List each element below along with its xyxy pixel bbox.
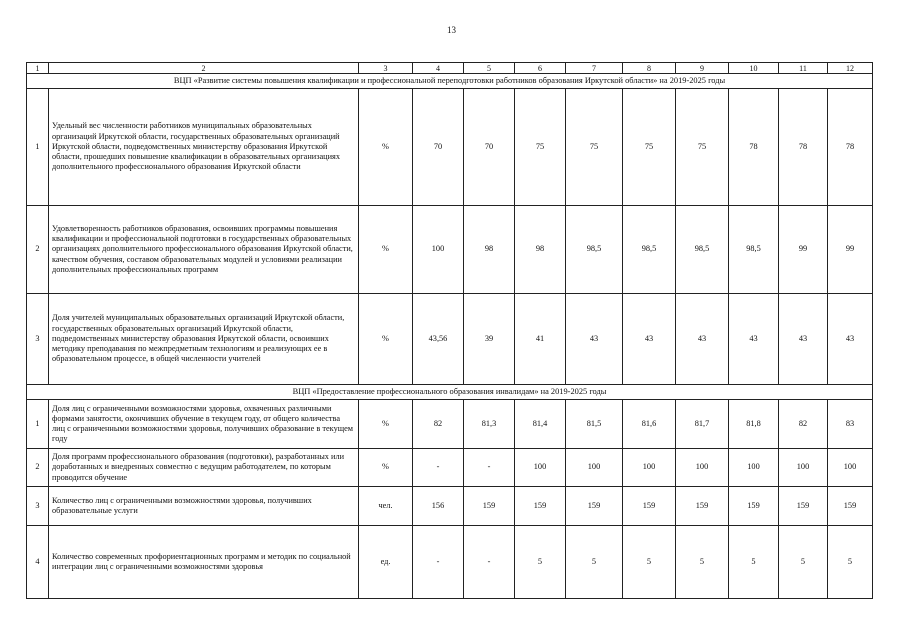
value-cell: 5 bbox=[779, 526, 828, 599]
value-cell: 159 bbox=[515, 487, 566, 526]
value-cell: 98,5 bbox=[623, 206, 676, 294]
row-number: 4 bbox=[27, 526, 49, 599]
value-cell: 159 bbox=[729, 487, 779, 526]
value-cell: 100 bbox=[515, 449, 566, 487]
value-cell: 159 bbox=[676, 487, 729, 526]
value-cell: 5 bbox=[623, 526, 676, 599]
value-cell: 75 bbox=[515, 89, 566, 206]
value-cell: 43 bbox=[729, 294, 779, 385]
value-cell: 78 bbox=[779, 89, 828, 206]
indicator-name: Доля программ профессионального образования (подготовки), разработанных или доработанных и внедренных совместно с ведущим работодателем, по которым проводится обучение bbox=[49, 449, 359, 487]
value-cell: 99 bbox=[779, 206, 828, 294]
column-number: 7 bbox=[566, 63, 623, 74]
indicator-name: Доля лиц с ограниченными возможностями здоровья, охваченных различными формами занятости, окончивших обучение в текущем году, от общего количества лиц с ограниченными возможностями здоровья, получивших образование в текущем году bbox=[49, 400, 359, 449]
column-number: 5 bbox=[464, 63, 515, 74]
unit: % bbox=[359, 449, 413, 487]
value-cell: 70 bbox=[413, 89, 464, 206]
section-title-row bbox=[27, 74, 873, 89]
value-cell: 5 bbox=[729, 526, 779, 599]
unit: чел. bbox=[359, 487, 413, 526]
column-number: 6 bbox=[515, 63, 566, 74]
value-cell: 159 bbox=[566, 487, 623, 526]
value-cell: 81,5 bbox=[566, 400, 623, 449]
section-title-row bbox=[27, 385, 873, 400]
value-cell: 5 bbox=[566, 526, 623, 599]
column-number: 9 bbox=[676, 63, 729, 74]
unit: ед. bbox=[359, 526, 413, 599]
indicator-name: Количество современных профориентационных программ и методик по социальной интеграции лиц с ограниченными возможностями здоровья bbox=[49, 526, 359, 599]
column-number: 11 bbox=[779, 63, 828, 74]
value-cell: 159 bbox=[464, 487, 515, 526]
value-cell: 43 bbox=[566, 294, 623, 385]
value-cell: 5 bbox=[828, 526, 873, 599]
value-cell: 100 bbox=[413, 206, 464, 294]
column-number: 12 bbox=[828, 63, 873, 74]
value-cell: 41 bbox=[515, 294, 566, 385]
value-cell: 100 bbox=[828, 449, 873, 487]
table-row bbox=[27, 89, 873, 206]
table-row bbox=[27, 400, 873, 449]
value-cell: 83 bbox=[828, 400, 873, 449]
indicator-name: Доля учителей муниципальных образовательных организаций Иркутской области, государственных образовательных организаций Иркутской области, подведомственных министерству образования Иркутской области, освоивших методику преподавания по межпредметным технологиям и реализующих ее в образовательном процессе, в общей численности учителей bbox=[49, 294, 359, 385]
value-cell: 75 bbox=[623, 89, 676, 206]
value-cell: 5 bbox=[515, 526, 566, 599]
value-cell: 82 bbox=[413, 400, 464, 449]
value-cell: - bbox=[413, 449, 464, 487]
column-number: 1 bbox=[27, 63, 49, 74]
value-cell: 81,8 bbox=[729, 400, 779, 449]
value-cell: - bbox=[464, 449, 515, 487]
value-cell: 159 bbox=[623, 487, 676, 526]
indicator-name: Удовлетворенность работников образования, освоивших программы повышения квалификации и профессиональной подготовки в государственных образовательных организациях дополнительного профессионального образования Иркутской области, качеством обучения, составом образовательных модулей и условиями реализации дополнительных профессиональных программ bbox=[49, 206, 359, 294]
row-number: 2 bbox=[27, 449, 49, 487]
value-cell: 98,5 bbox=[729, 206, 779, 294]
value-cell: 43,56 bbox=[413, 294, 464, 385]
column-number-row bbox=[27, 63, 873, 74]
column-number: 4 bbox=[413, 63, 464, 74]
table-row bbox=[27, 294, 873, 385]
section-title: ВЦП «Предоставление профессионального образования инвалидам» на 2019-2025 годы bbox=[27, 385, 873, 400]
row-number: 3 bbox=[27, 294, 49, 385]
unit: % bbox=[359, 294, 413, 385]
row-number: 3 bbox=[27, 487, 49, 526]
value-cell: 43 bbox=[623, 294, 676, 385]
column-number: 3 bbox=[359, 63, 413, 74]
value-cell: 100 bbox=[676, 449, 729, 487]
section-title: ВЦП «Развитие системы повышения квалификации и профессиональной переподготовки работников образования Иркутской области» на 2019-2025 годы bbox=[27, 74, 873, 89]
column-number: 2 bbox=[49, 63, 359, 74]
value-cell: - bbox=[413, 526, 464, 599]
value-cell: 43 bbox=[676, 294, 729, 385]
value-cell: 81,4 bbox=[515, 400, 566, 449]
value-cell: 98,5 bbox=[676, 206, 729, 294]
value-cell: 82 bbox=[779, 400, 828, 449]
value-cell: 81,6 bbox=[623, 400, 676, 449]
value-cell: 99 bbox=[828, 206, 873, 294]
value-cell: 43 bbox=[779, 294, 828, 385]
value-cell: 100 bbox=[566, 449, 623, 487]
value-cell: 159 bbox=[828, 487, 873, 526]
indicator-name: Удельный вес численности работников муниципальных образовательных организаций Иркутской области, государственных образовательных организаций Иркутской области, подведомственных министерству образования Иркутской области, прошедших повышение квалификации в образовательных организациях дополнительного профессионального образования Иркутской области bbox=[49, 89, 359, 206]
value-cell: 75 bbox=[676, 89, 729, 206]
column-number: 10 bbox=[729, 63, 779, 74]
value-cell: 100 bbox=[623, 449, 676, 487]
unit: % bbox=[359, 206, 413, 294]
indicators-table bbox=[26, 62, 873, 599]
value-cell: 78 bbox=[828, 89, 873, 206]
row-number: 1 bbox=[27, 400, 49, 449]
unit: % bbox=[359, 400, 413, 449]
value-cell: 75 bbox=[566, 89, 623, 206]
row-number: 2 bbox=[27, 206, 49, 294]
value-cell: 81,7 bbox=[676, 400, 729, 449]
row-number: 1 bbox=[27, 89, 49, 206]
table-row bbox=[27, 449, 873, 487]
value-cell: 159 bbox=[779, 487, 828, 526]
value-cell: 5 bbox=[676, 526, 729, 599]
indicator-name: Количество лиц с ограниченными возможностями здоровья, получивших образовательные услуги bbox=[49, 487, 359, 526]
table-row bbox=[27, 487, 873, 526]
value-cell: 39 bbox=[464, 294, 515, 385]
table-row bbox=[27, 206, 873, 294]
value-cell: 100 bbox=[729, 449, 779, 487]
value-cell: 81,3 bbox=[464, 400, 515, 449]
value-cell: 98,5 bbox=[566, 206, 623, 294]
unit: % bbox=[359, 89, 413, 206]
value-cell: 70 bbox=[464, 89, 515, 206]
value-cell: 98 bbox=[515, 206, 566, 294]
page-number: 13 bbox=[447, 25, 456, 35]
value-cell: 43 bbox=[828, 294, 873, 385]
column-number: 8 bbox=[623, 63, 676, 74]
value-cell: 78 bbox=[729, 89, 779, 206]
table-row bbox=[27, 526, 873, 599]
value-cell: - bbox=[464, 526, 515, 599]
value-cell: 156 bbox=[413, 487, 464, 526]
value-cell: 98 bbox=[464, 206, 515, 294]
value-cell: 100 bbox=[779, 449, 828, 487]
